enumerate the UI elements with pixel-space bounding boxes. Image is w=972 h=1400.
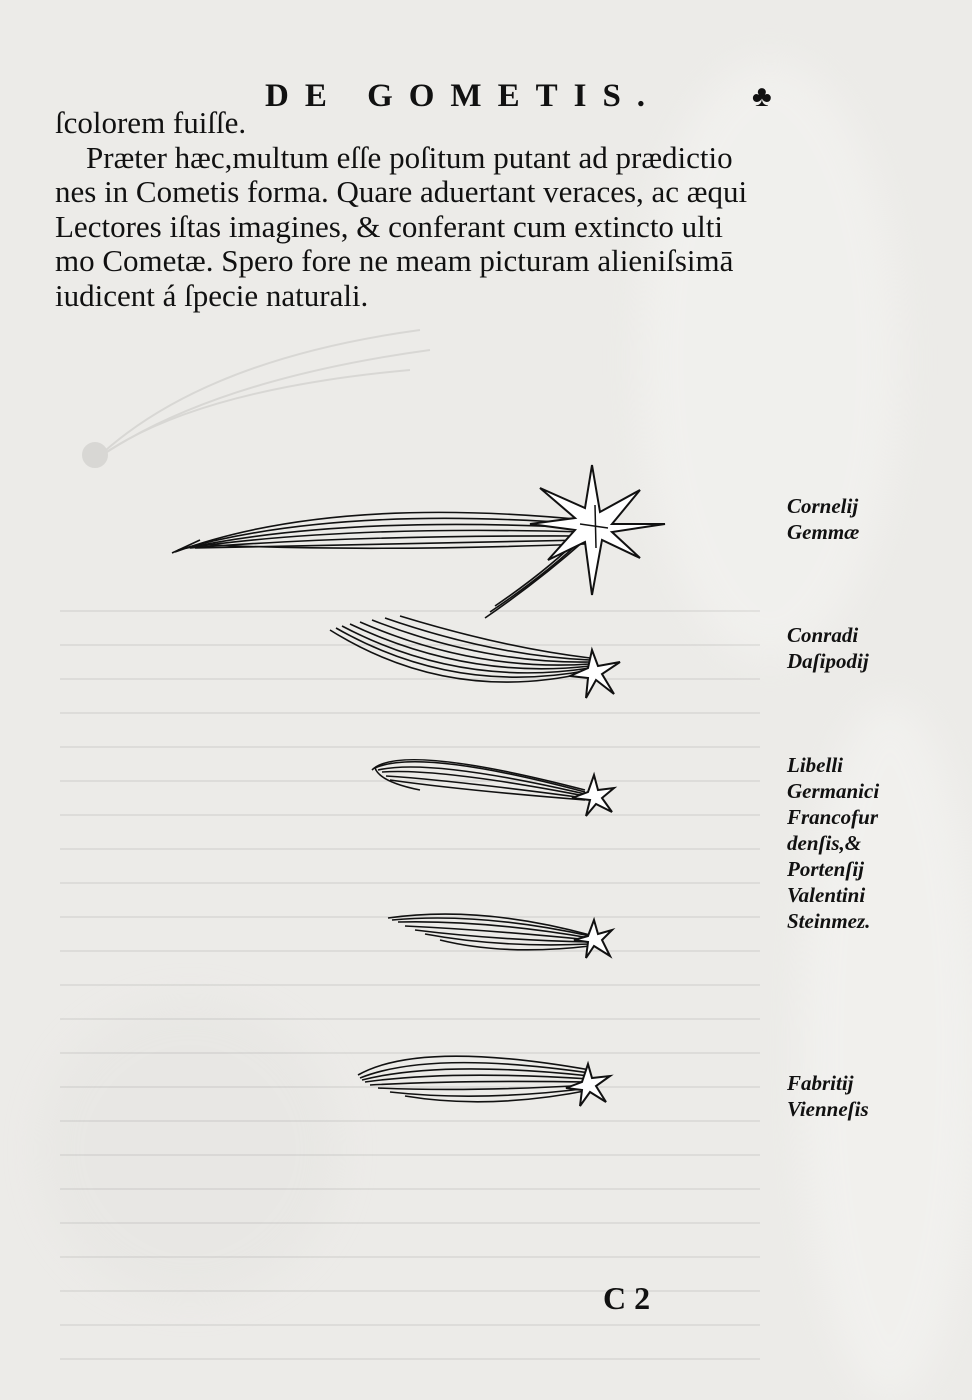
comet-figure-portensis	[388, 914, 612, 958]
text-line: iudicent á ſpecie naturali.	[55, 277, 369, 313]
label-line: Francofur	[787, 805, 879, 829]
comet-figure-gemma	[172, 465, 665, 618]
signature-mark: C 2	[603, 1280, 651, 1316]
label-line: Gemmæ	[787, 520, 860, 544]
text-line: Lectores iſtas imagines, & conferant cum extincto ulti	[55, 208, 724, 244]
label-line: Portenſij	[787, 857, 864, 881]
running-head: DE GOMETIS.	[265, 78, 662, 114]
text-line: ſcolorem fuiſſe.	[55, 105, 247, 140]
ghost-comet-image	[83, 330, 430, 467]
label-line: Daſipodij	[787, 649, 869, 673]
text-line: nes in Cometis forma. Quare aduertant veraces, ac æqui	[55, 174, 748, 210]
label-line: Libelli	[787, 753, 843, 777]
label-line: Valentini	[787, 883, 866, 907]
text-line: Præter hæc,multum eſſe poſitum putant ad prædictio	[55, 139, 733, 175]
label-line: Cornelij	[787, 494, 859, 518]
label-line: Fabritij	[787, 1071, 854, 1095]
label-fabritius	[787, 1070, 869, 1122]
ornament-icon: ♣	[752, 80, 772, 113]
comet-figure-germanici	[372, 760, 614, 816]
label-line: Vienneſis	[787, 1097, 869, 1121]
label-dasipodius	[787, 622, 869, 674]
label-germanici	[787, 752, 879, 934]
comet-figure-dasipodius	[330, 616, 620, 698]
label-line: Conradi	[787, 623, 859, 647]
label-line: Germanici	[787, 779, 880, 803]
comet-figure-fabritius	[358, 1056, 610, 1106]
label-line: denſis,&	[787, 831, 862, 855]
label-gemma	[787, 493, 859, 545]
label-line: Steinmez.	[787, 909, 871, 933]
text-line: mo Cometæ. Spero fore ne meam picturam alieniſsimā	[55, 243, 734, 279]
